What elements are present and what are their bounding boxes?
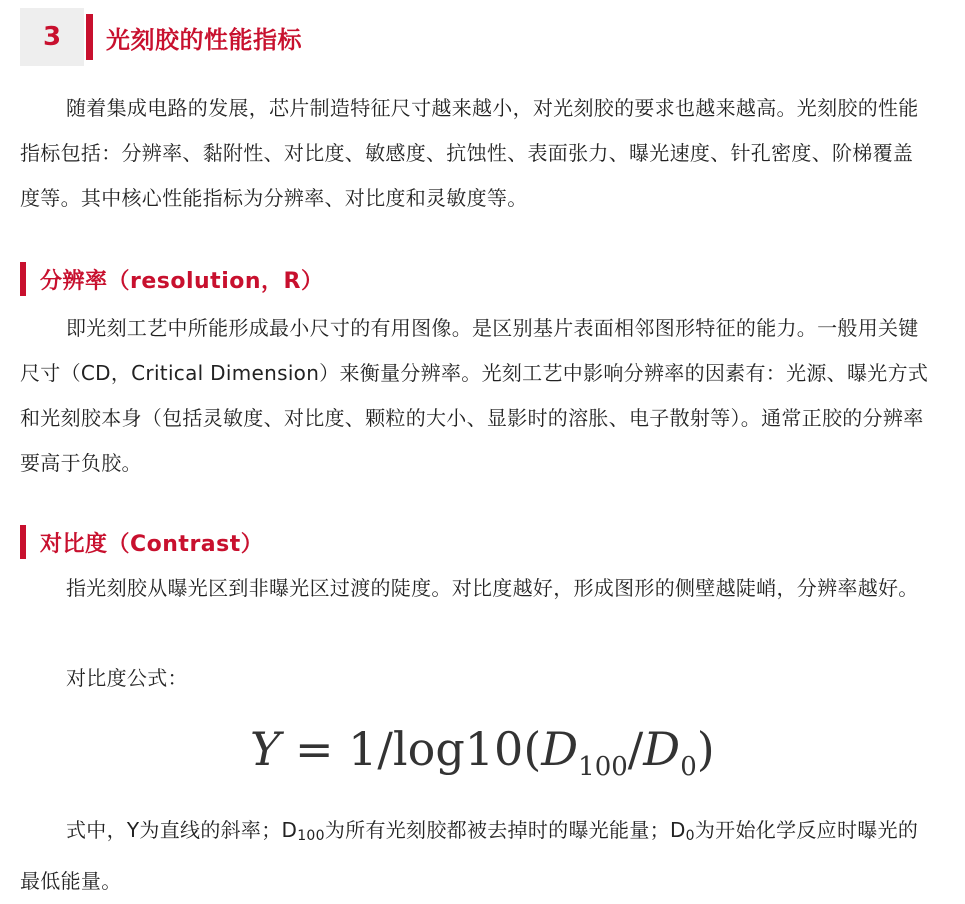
formula-note-part3: 为开始化学反应时曝光的最低能量。 — [20, 818, 919, 893]
subsection-accent-bar — [20, 262, 26, 296]
formula-lhs: Y — [250, 722, 281, 776]
resolution-paragraph: 即光刻工艺中所能形成最小尺寸的有用图像。是区别基片表面相邻图形特征的能力。一般用关键尺寸（CD，Critical Dimension）来衡量分辨率。光刻工艺中影响分辨率的因素有：光源、曝光方式和光刻胶本身（包括灵敏度、对比度、颗粒的大小、显影时的溶胀、电子散射等）。通常正胶的分辨率要高于负胶。 — [20, 316, 929, 475]
intro-paragraph: 随着集成电路的发展，芯片制造特征尺寸越来越小，对光刻胶的要求也越来越高。光刻胶的性能指标包括：分辨率、黏附性、对比度、敏感度、抗蚀性、表面张力、曝光速度、针孔密度、阶梯覆盖度等。其中核心性能指标为分辨率、对比度和灵敏度等。 — [20, 96, 919, 210]
contrast-paragraph: 指光刻胶从曝光区到非曝光区过渡的陡度。对比度越好，形成图形的侧壁越陡峭，分辨率越好。 — [66, 576, 919, 600]
formula-slash: / — [627, 722, 644, 776]
subsection-title-resolution: 分辨率（resolution，R） — [40, 268, 324, 294]
formula-note-sub100: 100 — [297, 828, 325, 844]
formula-note-part2: 为所有光刻胶都被去掉时的曝光能量；D — [324, 818, 686, 842]
subsection-title-contrast: 对比度（Contrast） — [40, 531, 264, 557]
section-number: 3 — [20, 8, 84, 66]
formula-close: ) — [696, 722, 715, 776]
contrast-formula — [250, 722, 715, 782]
formula-eq: = 1/log10( — [280, 722, 542, 776]
subsection-header-resolution — [20, 261, 323, 297]
subsection-header-contrast — [20, 524, 263, 560]
formula-sub-0: 0 — [680, 752, 697, 782]
formula-label: 对比度公式： — [66, 666, 188, 690]
formula-note — [20, 808, 930, 904]
formula-note-part1: 式中，Y为直线的斜率；D — [66, 818, 298, 842]
section-title: 光刻胶的性能指标 — [106, 25, 302, 54]
formula-sub-100: 100 — [578, 752, 628, 782]
section-accent-bar — [86, 14, 93, 60]
formula-d0: D — [643, 722, 681, 776]
subsection-accent-bar — [20, 525, 26, 559]
formula-d100: D — [541, 722, 579, 776]
formula-note-sub0: 0 — [685, 828, 695, 844]
section-header — [20, 8, 302, 66]
